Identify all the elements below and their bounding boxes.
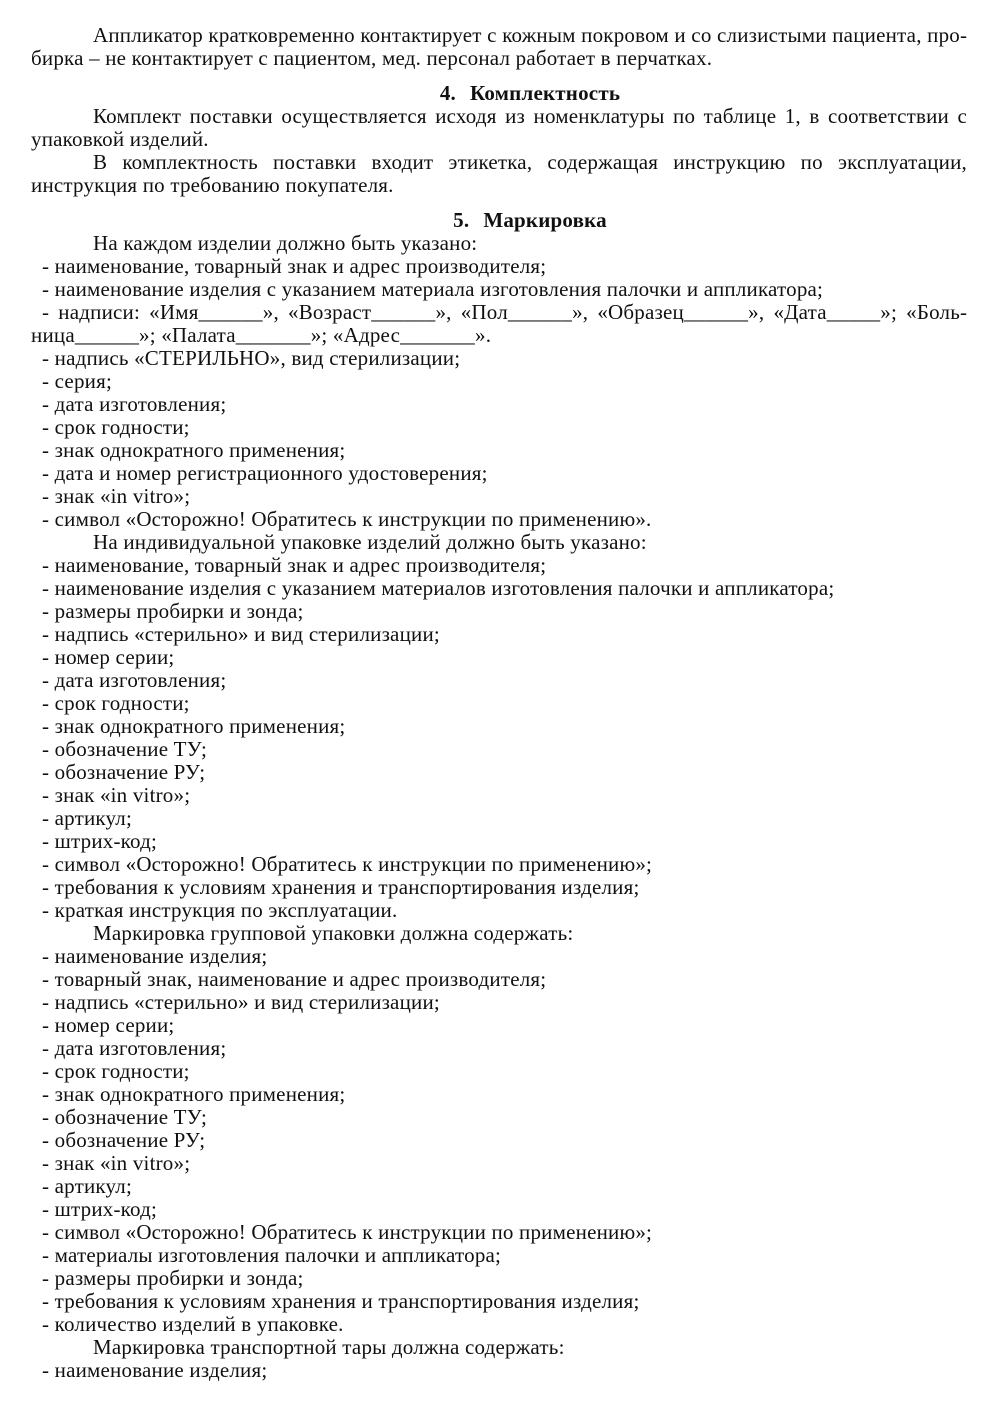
list-item: - номер серии; xyxy=(42,645,175,669)
list-item: - штрих-код; xyxy=(42,829,158,853)
list-item: - количество изделий в упаковке. xyxy=(42,1312,344,1336)
list-item: - знак однократного применения; xyxy=(42,1082,346,1106)
list-item: - обозначение ТУ; xyxy=(42,1105,208,1129)
list-item: - штрих-код; xyxy=(42,1197,158,1221)
list-item: - символ «Осторожно! Обратитесь к инструкции по применению»; xyxy=(42,852,653,876)
list-item: - товарный знак, наименование и адрес производителя; xyxy=(42,967,547,991)
list-item: - обозначение РУ; xyxy=(42,760,206,784)
list-item: - требования к условиям хранения и транспортирования изделия; xyxy=(42,875,640,899)
list-item: - наименование изделия с указанием материалов изготовления палочки и аппликатора; xyxy=(42,576,835,600)
list-item: - краткая инструкция по эксплуатации. xyxy=(42,898,398,922)
individual-packaging-marking-list xyxy=(31,554,967,922)
list-item: - дата и номер регистрационного удостоверения; xyxy=(42,461,488,485)
list-item: - знак однократного применения; xyxy=(42,438,346,462)
transport-packaging-lead-paragraph: Маркировка транспортной тары должна содержать: xyxy=(93,1335,565,1359)
list-item: - надпись «СТЕРИЛЬНО», вид стерилизации; xyxy=(42,346,461,370)
list-item: - номер серии; xyxy=(42,1013,175,1037)
section-5-number: 5. xyxy=(453,208,470,232)
list-item: - артикул; xyxy=(42,806,132,830)
list-item: - наименование, товарный знак и адрес производителя; xyxy=(42,254,547,278)
section-5-title: Маркировка xyxy=(483,208,607,232)
list-item: - надписи: «Имя______», «Возраст______», «Пол______», «Образец______», «Дата_____»; «Больница______»; «Палата_______»; «Адрес_______». xyxy=(31,300,967,347)
section-4-title: Комплектность xyxy=(470,81,621,105)
group-packaging-marking-list xyxy=(31,945,967,1336)
list-item: - знак «in vitro»; xyxy=(42,783,191,807)
list-item: - знак «in vitro»; xyxy=(42,484,191,508)
list-item: - знак однократного применения; xyxy=(42,714,346,738)
list-item: - дата изготовления; xyxy=(42,668,227,692)
list-item: - серия; xyxy=(42,369,112,393)
section-4-number: 4. xyxy=(439,81,456,105)
group-packaging-lead-paragraph: Маркировка групповой упаковки должна содержать: xyxy=(93,921,574,945)
intro-paragraph: Аппликатор кратковременно контактирует с кожным покровом и со слизистыми пациента, пробирка – не контактирует с пациентом, мед. персонал работает в перчатках. xyxy=(31,23,967,70)
list-item: - дата изготовления; xyxy=(42,1036,227,1060)
list-item: - надпись «стерильно» и вид стерилизации; xyxy=(42,990,440,1014)
list-item: - материалы изготовления палочки и аппликатора; xyxy=(42,1243,502,1267)
completeness-paragraph-1: Комплект поставки осуществляется исходя из номенклатуры по таблице 1, в соответствии с упаковкой изделий. xyxy=(31,104,967,151)
section-5-heading xyxy=(31,209,967,232)
list-item: - срок годности; xyxy=(42,415,190,439)
list-item: - символ «Осторожно! Обратитесь к инструкции по применению»; xyxy=(42,1220,653,1244)
list-item: - символ «Осторожно! Обратитесь к инструкции по применению». xyxy=(42,507,652,531)
list-item: - наименование изделия; xyxy=(42,1358,268,1382)
list-item: - наименование изделия; xyxy=(42,944,268,968)
each-item-lead-paragraph: На каждом изделии должно быть указано: xyxy=(93,231,478,255)
list-item: - знак «in vitro»; xyxy=(42,1151,191,1175)
list-item: - надпись «стерильно» и вид стерилизации; xyxy=(42,622,440,646)
individual-packaging-lead-paragraph: На индивидуальной упаковке изделий должно быть указано: xyxy=(93,530,647,554)
each-item-marking-list xyxy=(31,255,967,531)
list-item: - размеры пробирки и зонда; xyxy=(42,599,304,623)
transport-packaging-marking-list xyxy=(31,1359,967,1382)
list-item: - наименование изделия с указанием материала изготовления палочки и аппликатора; xyxy=(42,277,824,301)
list-item: - размеры пробирки и зонда; xyxy=(42,1266,304,1290)
list-item: - требования к условиям хранения и транспортирования изделия; xyxy=(42,1289,640,1313)
list-item: - наименование, товарный знак и адрес производителя; xyxy=(42,553,547,577)
list-item: - обозначение РУ; xyxy=(42,1128,206,1152)
list-item: - обозначение ТУ; xyxy=(42,737,208,761)
list-item: - дата изготовления; xyxy=(42,392,227,416)
list-item: - срок годности; xyxy=(42,691,190,715)
completeness-paragraph-2: В комплектность поставки входит этикетка, содержащая инструкцию по эксплуатации, инструкция по требованию покупателя. xyxy=(31,150,967,197)
section-4-heading xyxy=(31,82,967,105)
list-item: - срок годности; xyxy=(42,1059,190,1083)
list-item: - артикул; xyxy=(42,1174,132,1198)
